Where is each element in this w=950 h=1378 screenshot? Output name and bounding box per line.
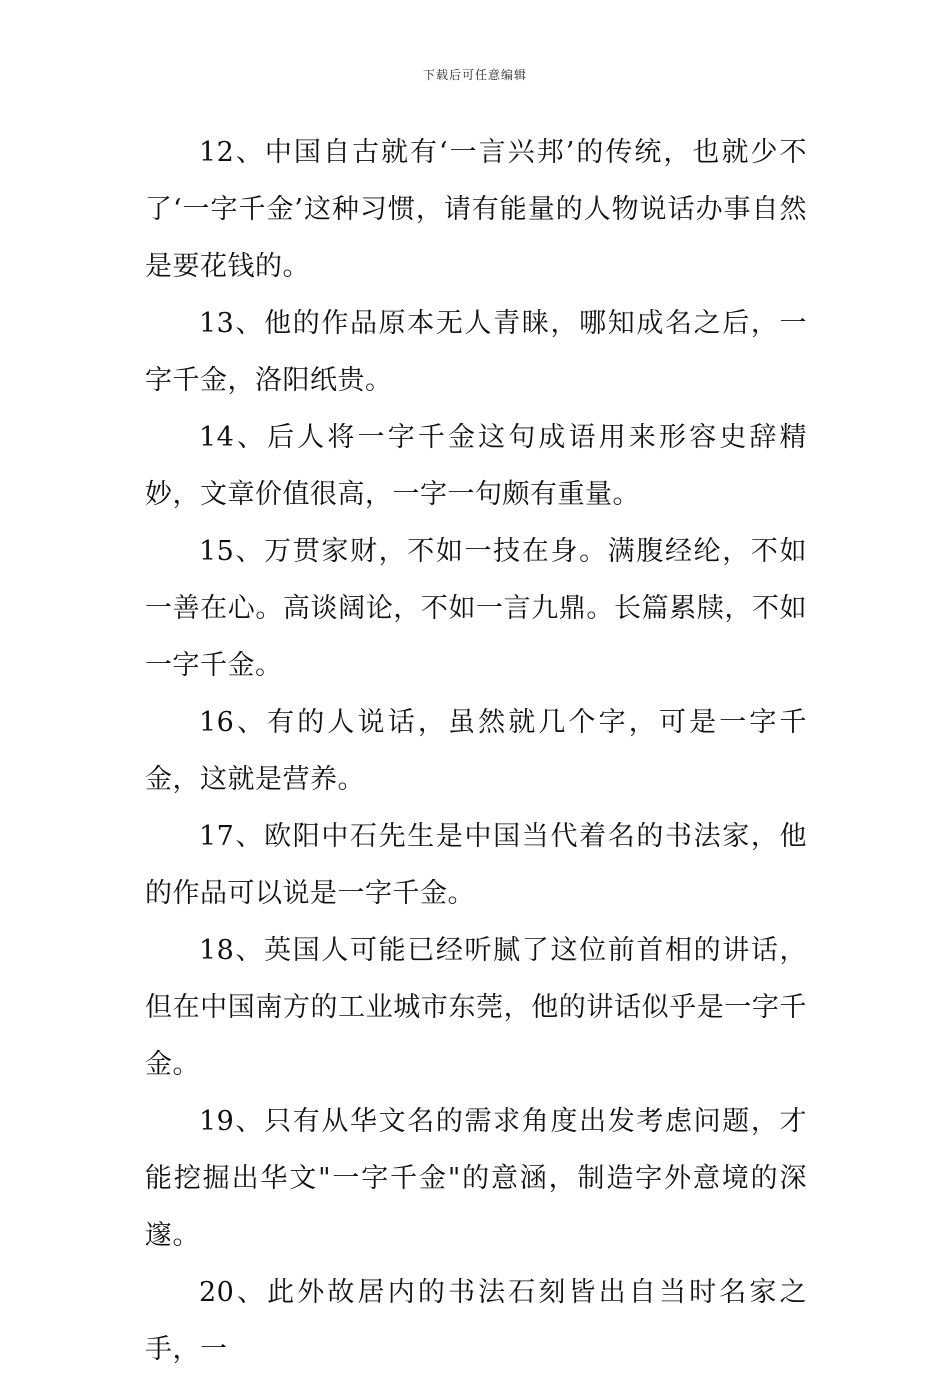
document-body <box>145 124 807 1378</box>
paragraph-20: 20、此外故居内的书法石刻皆出自当时名家之手，一 <box>145 1277 807 1365</box>
paragraph-14: 14、后人将一字千金这句成语用来形容史辞精妙，文章价值很高，一字一句颇有重量。 <box>145 422 807 510</box>
paragraph-12: 12、中国自古就有‘一言兴邦’的传统，也就少不了‘一字千金’这种习惯，请有能量的人物说话办事自然是要花钱的。 <box>145 137 807 282</box>
paragraph-15: 15、万贯家财，不如一技在身。满腹经纶，不如一善在心。高谈阔论，不如一言九鼎。长篇累牍，不如一字千金。 <box>145 536 807 681</box>
paragraph-19: 19、只有从华文名的需求角度出发考虑问题，才能挖掘出华文"一字千金"的意涵，制造字外意境的深邃。 <box>145 1106 807 1251</box>
paragraph-18: 18、英国人可能已经听腻了这位前首相的讲话，但在中国南方的工业城市东莞，他的讲话似乎是一字千金。 <box>145 935 807 1080</box>
paragraph-13: 13、他的作品原本无人青睐，哪知成名之后，一字千金，洛阳纸贵。 <box>145 308 807 396</box>
paragraph-16: 16、有的人说话，虽然就几个字，可是一字千金，这就是营养。 <box>145 707 807 795</box>
paragraph-17: 17、欧阳中石先生是中国当代着名的书法家，他的作品可以说是一字千金。 <box>145 821 807 909</box>
page-header: 下载后可任意编辑 <box>422 68 527 82</box>
